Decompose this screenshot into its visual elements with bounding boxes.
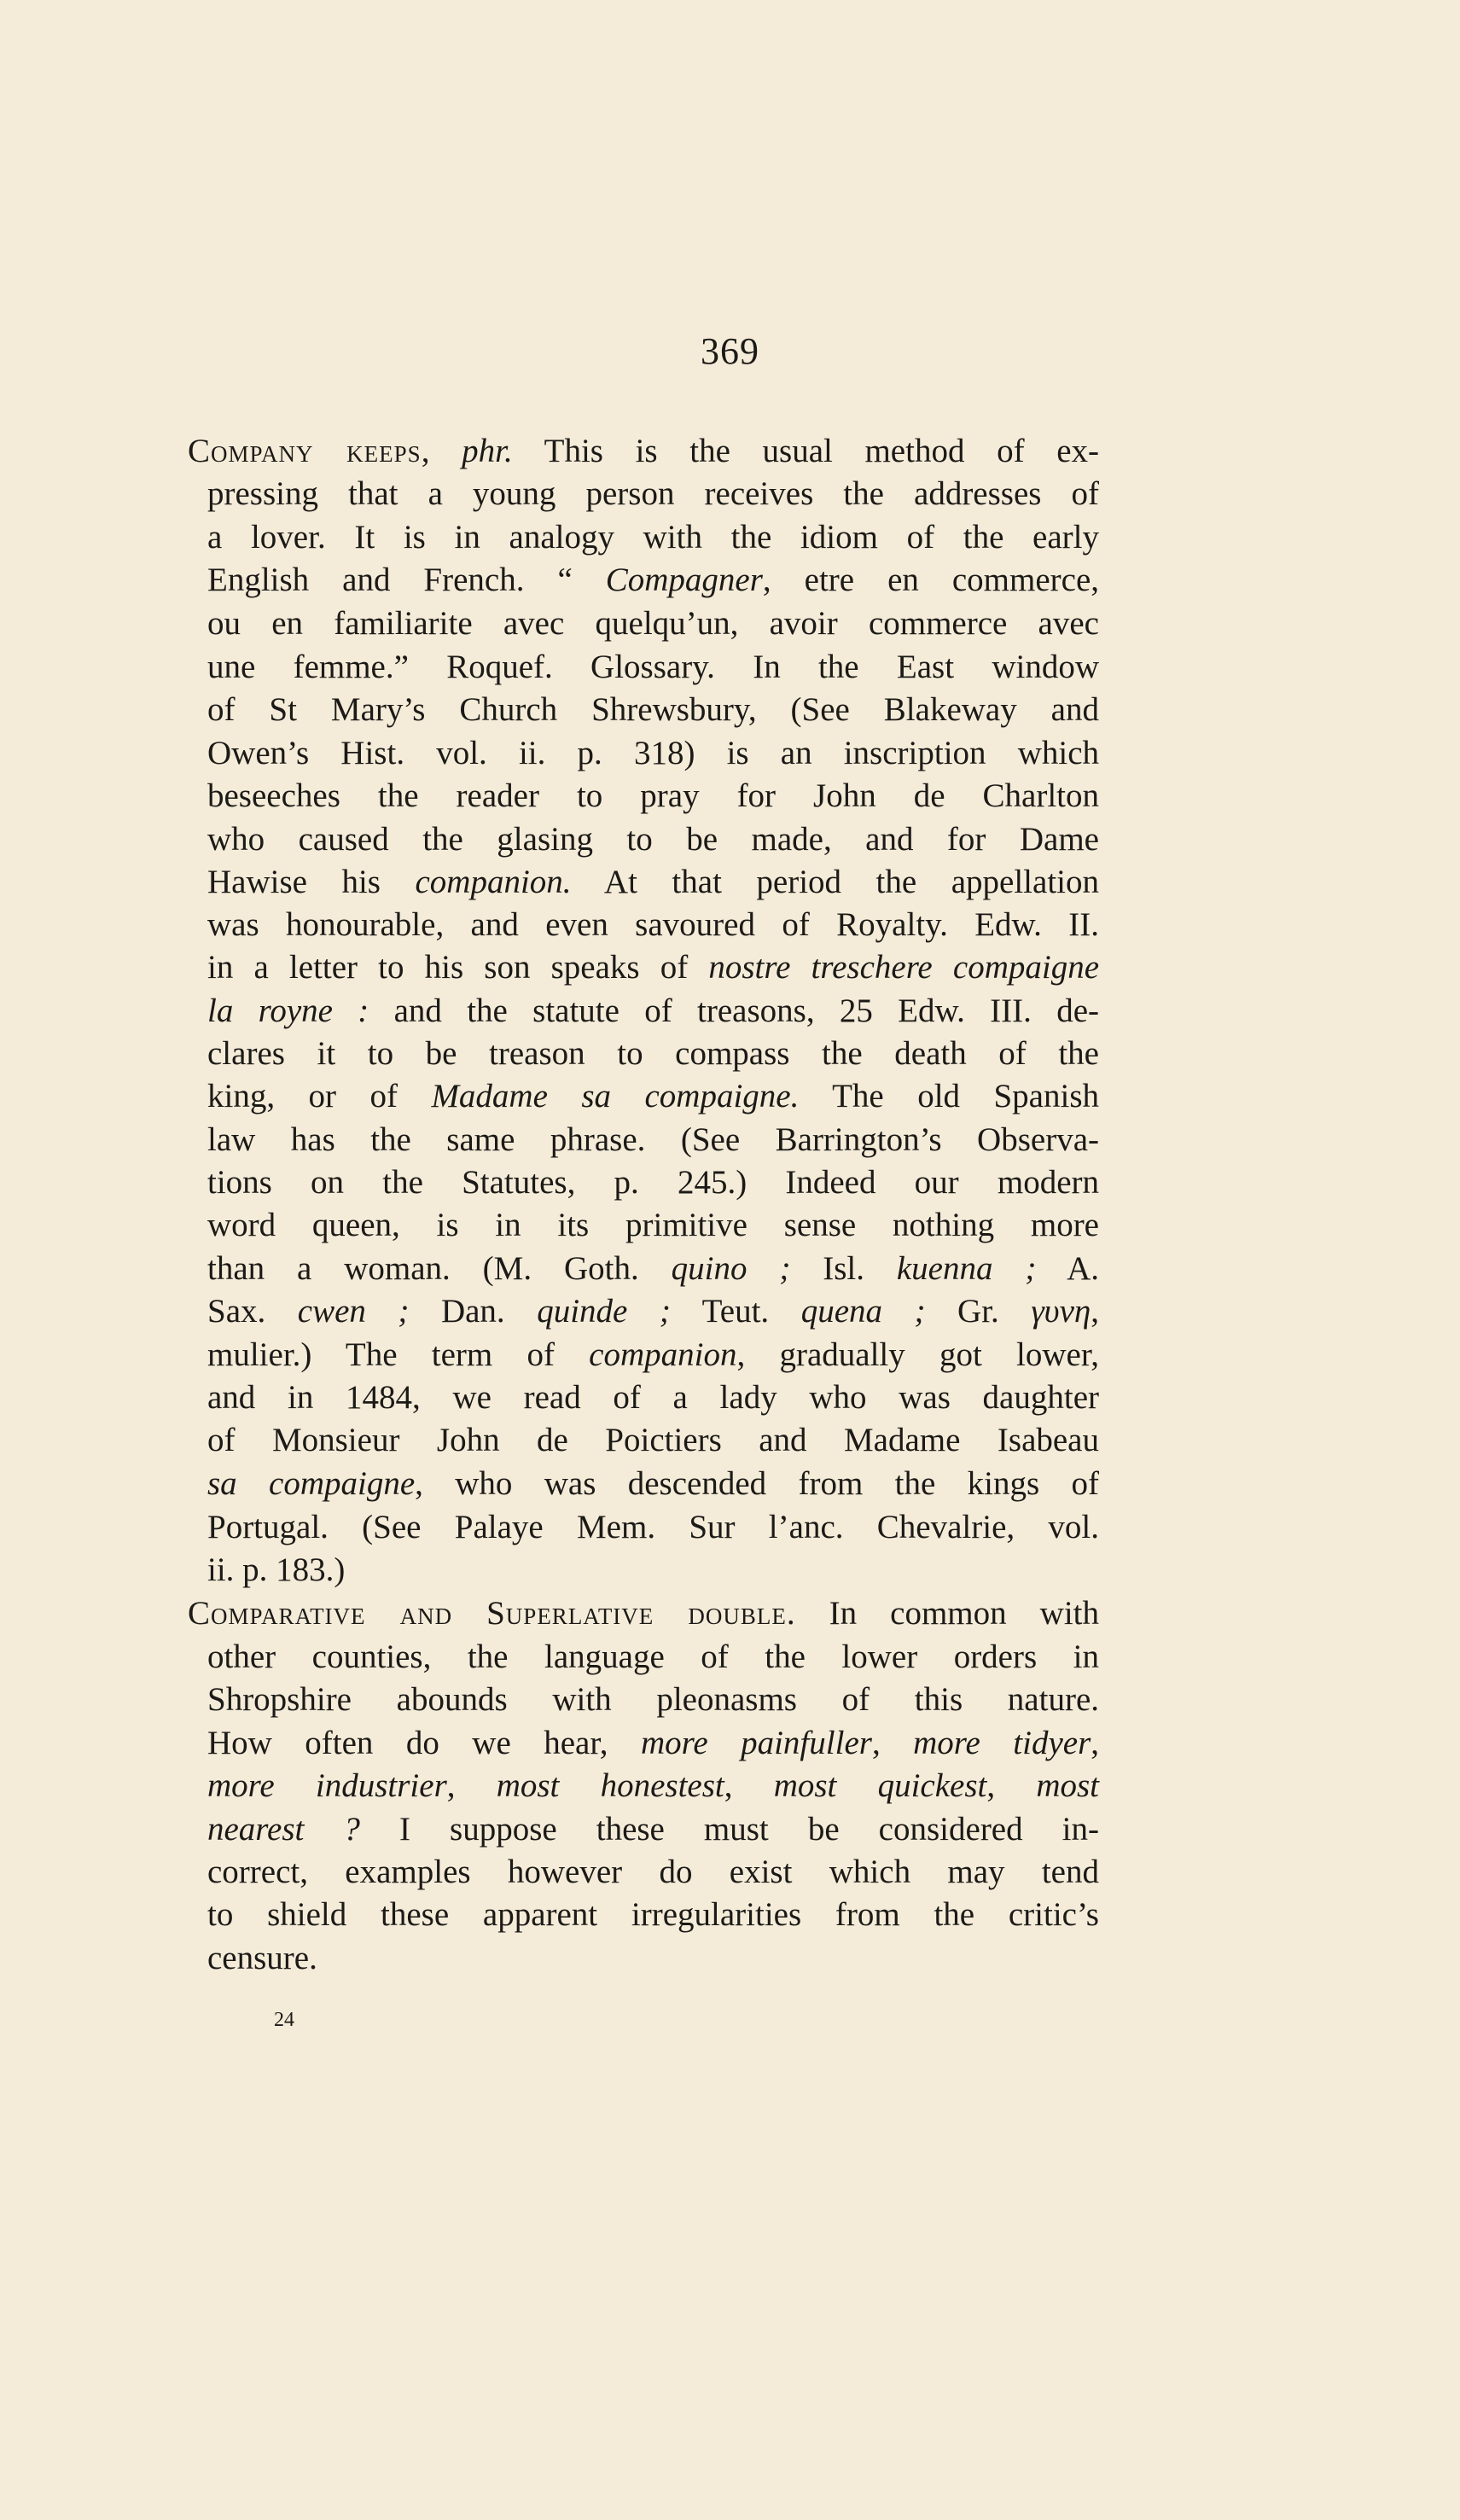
text-run: Isl. <box>790 1250 897 1287</box>
text-run: censure. <box>207 1940 317 1976</box>
text-run: of Monsieur John de Poictiers and Madame Isabeau <box>207 1422 1099 1458</box>
text-run: was honourable, and even savoured of Royalty. Edw. II. <box>207 906 1099 943</box>
italic-term: sa compaigne <box>207 1465 416 1502</box>
text-line <box>207 1120 1099 1161</box>
text-run: ii. p. 183.) <box>207 1551 346 1588</box>
text-line <box>207 560 1099 601</box>
text-line <box>207 1938 1099 1979</box>
text-line <box>207 1723 1099 1764</box>
page-number: 369 <box>701 330 759 372</box>
italic-term: kuenna ; <box>896 1250 1037 1287</box>
italic-term: la royne : <box>207 992 369 1029</box>
text-run: , gradually got lower, <box>736 1336 1099 1373</box>
text-run: than a woman. (M. Goth. <box>207 1250 672 1287</box>
text-line <box>207 1766 1099 1807</box>
text-line <box>207 1507 1099 1548</box>
text-line <box>207 862 1099 903</box>
text-line <box>207 474 1099 515</box>
text-run: A. <box>1036 1250 1100 1287</box>
italic-term: quino ; <box>671 1250 791 1287</box>
text-run: Hawise his <box>207 864 416 900</box>
text-run: a lover. It is in analogy with the idiom of the early <box>207 519 1099 556</box>
text-run: In common with <box>795 1595 1099 1632</box>
entry-headword: Company keeps <box>188 433 422 469</box>
text-line <box>207 1248 1099 1289</box>
text-line <box>207 1550 1099 1591</box>
text-line <box>207 1679 1099 1720</box>
text-run: , <box>1091 1725 1100 1761</box>
text-line <box>207 1377 1099 1418</box>
text-line <box>207 517 1099 558</box>
text-run: correct, examples however do exist which may tend <box>207 1854 1099 1890</box>
text-run: king, or of <box>207 1078 432 1115</box>
text-run: I suppose these must be considered in- <box>359 1811 1099 1848</box>
text-line <box>207 1335 1099 1376</box>
text-run: Portugal. (See Palaye Mem. Sur l’anc. Chevalrie, vol. <box>207 1509 1099 1545</box>
italic-term: quinde ; <box>537 1293 671 1330</box>
entry-headword: Comparative and Superlative double. <box>188 1595 796 1632</box>
entry-headline <box>188 431 1099 472</box>
text-run: of St Mary’s Church Shrewsbury, (See Blakeway and <box>207 691 1099 728</box>
text-run: Gr. <box>925 1293 1032 1330</box>
text-line <box>207 603 1099 644</box>
italic-term: most quickest <box>773 1767 987 1804</box>
text-run: Owen’s Hist. vol. ii. p. 318) is an inscription which <box>207 735 1099 771</box>
italic-term: most honestest <box>496 1767 724 1804</box>
italic-term: more tidyer <box>913 1725 1091 1761</box>
text-line <box>207 1205 1099 1246</box>
italic-term: nearest ? <box>207 1811 360 1848</box>
text-line <box>207 1637 1099 1678</box>
text-run: to shield these apparent irregularities from the critic’s <box>207 1896 1099 1933</box>
text-run: ou en familiarite avec quelqu’un, avoir commerce avec <box>207 605 1099 642</box>
italic-term: γυνη <box>1031 1293 1091 1330</box>
text-line <box>207 1076 1099 1117</box>
text-run: The old Spanish <box>799 1078 1100 1115</box>
text-run: tions on the Statutes, p. 245.) Indeed our modern <box>207 1164 1099 1201</box>
text-line <box>207 819 1099 860</box>
signature-mark: 24 <box>274 2009 294 2031</box>
italic-term: companion. <box>415 864 572 900</box>
text-line <box>207 1291 1099 1332</box>
italic-term: more industrier <box>207 1767 447 1804</box>
text-line <box>207 1894 1099 1935</box>
italic-term: companion <box>589 1336 737 1373</box>
text-run: Sax. <box>207 1293 298 1330</box>
text-run: , <box>421 433 462 469</box>
text-run: beseeches the reader to pray for John de Charlton <box>207 777 1099 814</box>
text-line <box>207 991 1099 1032</box>
text-run: English and French. “ <box>207 562 606 598</box>
entry-headline <box>188 1593 1099 1634</box>
text-run: This is the usual method of ex- <box>512 433 1099 469</box>
text-run: , <box>724 1767 774 1804</box>
text-run: , <box>871 1725 914 1761</box>
text-run: Shropshire abounds with pleonasms of this nature. <box>207 1681 1099 1718</box>
text-line <box>207 947 1099 988</box>
text-run: , who was descended from the kings of <box>415 1465 1099 1502</box>
text-run: and in 1484, we read of a lady who was daughter <box>207 1379 1099 1416</box>
text-line <box>207 647 1099 688</box>
text-line <box>207 1464 1099 1504</box>
text-run: clares it to be treason to compass the death of the <box>207 1035 1099 1072</box>
text-line <box>207 690 1099 730</box>
text-run: pressing that a young person receives the addresses of <box>207 475 1099 512</box>
italic-term: phr. <box>462 433 513 469</box>
text-run: Dan. <box>409 1293 538 1330</box>
text-run: in a letter to his son speaks of <box>207 949 709 986</box>
italic-term: cwen ; <box>297 1293 410 1330</box>
text-line <box>207 1420 1099 1461</box>
text-run: , <box>446 1767 497 1804</box>
text-line <box>207 733 1099 774</box>
text-run: , <box>986 1767 1037 1804</box>
text-run: word queen, is in its primitive sense nothing more <box>207 1207 1099 1243</box>
text-run: How often do we hear, <box>207 1725 641 1761</box>
text-line <box>207 776 1099 817</box>
text-run: and the statute of treasons, 25 Edw. III. de- <box>369 992 1099 1029</box>
text-run: , etre en commerce, <box>762 562 1099 598</box>
italic-term: most <box>1036 1767 1099 1804</box>
text-run: Teut. <box>670 1293 801 1330</box>
text-run: une femme.” Roquef. Glossary. In the East window <box>207 649 1099 685</box>
text-run: law has the same phrase. (See Barrington’s Observa- <box>207 1121 1099 1158</box>
text-run: who caused the glasing to be made, and for Dame <box>207 821 1099 858</box>
italic-term: quena ; <box>800 1293 926 1330</box>
italic-term: more painfuller <box>640 1725 872 1761</box>
text-line <box>207 1852 1099 1893</box>
text-run: mulier.) The term of <box>207 1336 590 1373</box>
text-run: other counties, the language of the lower orders in <box>207 1638 1099 1675</box>
text-line <box>207 905 1099 946</box>
text-run: , <box>1091 1293 1099 1330</box>
text-line <box>207 1033 1099 1074</box>
italic-term: Madame sa compaigne. <box>431 1078 800 1115</box>
italic-term: nostre treschere compaigne <box>708 949 1100 986</box>
text-run: At that period the appellation <box>571 864 1099 900</box>
italic-term: Compagner <box>605 562 763 598</box>
text-line <box>207 1162 1099 1203</box>
text-line <box>207 1809 1099 1850</box>
